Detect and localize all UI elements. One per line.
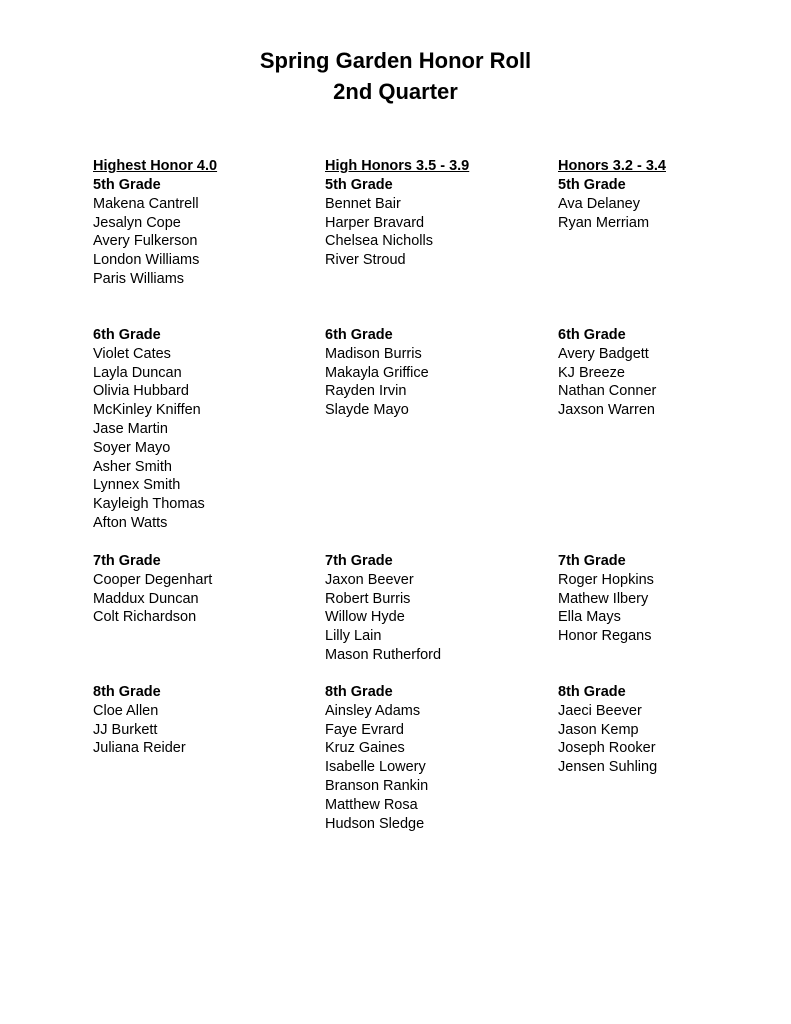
student-name: Mathew Ilbery [558,590,649,607]
grade-heading: 7th Grade [558,553,626,569]
grade-block [558,176,649,232]
student-name: Roger Hopkins [558,571,654,588]
grade-block [558,683,657,777]
grade-block [558,552,654,646]
student-name: Madison Burris [325,345,422,362]
student-name: Bennet Bair [325,195,401,212]
grade-block [93,683,186,758]
page-subtitle: 2nd Quarter [333,79,458,104]
student-name: Willow Hyde [325,609,405,626]
student-name: JJ Burkett [93,721,158,738]
student-name: Joseph Rooker [558,740,656,757]
student-name: Jensen Suhling [558,759,658,776]
student-name: Branson Rankin [325,777,429,794]
student-name: Cloe Allen [93,702,159,719]
grade-heading: 7th Grade [325,553,393,569]
student-name: Nathan Conner [558,383,657,400]
student-name: Cooper Degenhart [93,571,213,588]
grade-heading: 8th Grade [325,684,393,700]
student-name: Hudson Sledge [325,815,425,832]
student-name: Jaxson Warren [558,402,655,419]
grade-block [93,552,212,627]
grade-heading: 6th Grade [93,327,161,343]
student-name: Avery Fulkerson [93,233,198,250]
grade-heading: 5th Grade [558,177,626,193]
student-name: Kruz Gaines [325,740,405,757]
student-name: Soyer Mayo [93,439,171,456]
student-name: Honor Regans [558,628,652,645]
student-name: Rayden Irvin [325,383,407,400]
column-heading-highest-honor: Highest Honor 4.0 [93,158,218,174]
student-name: Ainsley Adams [325,702,421,719]
student-name: Lilly Lain [325,628,382,645]
student-name: London Williams [93,252,200,269]
grade-block [93,326,205,533]
student-name: Chelsea Nicholls [325,233,433,250]
column-heading-high-honors: High Honors 3.5 - 3.9 [325,158,470,174]
grade-heading: 5th Grade [325,177,393,193]
student-name: Olivia Hubbard [93,383,189,400]
column-heading-honors: Honors 3.2 - 3.4 [558,158,666,174]
student-name: McKinley Kniffen [93,402,201,419]
student-name: Jaeci Beever [558,702,642,719]
student-name: Maddux Duncan [93,590,199,607]
grade-block [325,683,428,833]
grade-heading: 8th Grade [93,684,161,700]
student-name: Ella Mays [558,609,621,626]
student-name: Robert Burris [325,590,411,607]
student-name: Violet Cates [93,345,171,362]
student-name: Slayde Mayo [325,402,409,419]
student-name: Mason Rutherford [325,646,442,663]
grade-block [93,176,199,289]
grade-block [325,326,429,420]
student-name: Matthew Rosa [325,796,418,813]
student-name: River Stroud [325,252,406,269]
grade-block [325,176,433,270]
grade-heading: 6th Grade [325,327,393,343]
grade-heading: 5th Grade [93,177,161,193]
student-name: Lynnex Smith [93,477,181,494]
student-name: Faye Evrard [325,721,404,738]
grade-heading: 7th Grade [93,553,161,569]
student-name: Jesalyn Cope [93,214,181,231]
student-name: Asher Smith [93,458,172,475]
student-name: Ryan Merriam [558,214,650,231]
student-name: Kayleigh Thomas [93,496,205,513]
grade-heading: 8th Grade [558,684,626,700]
student-name: Juliana Reider [93,740,186,757]
student-name: Afton Watts [93,514,168,531]
page-title: Spring Garden Honor Roll [259,48,532,73]
student-name: Harper Bravard [325,214,425,231]
grade-heading: 6th Grade [558,327,626,343]
student-name: Jaxon Beever [325,571,414,588]
student-name: Avery Badgett [558,345,649,362]
student-name: KJ Breeze [558,364,625,381]
student-name: Jason Kemp [558,721,639,738]
student-name: Colt Richardson [93,609,197,626]
student-name: Jase Martin [93,420,168,437]
grade-block [325,552,441,665]
student-name: Ava Delaney [558,195,640,212]
student-name: Makayla Griffice [325,364,429,381]
student-name: Isabelle Lowery [325,759,426,776]
student-name: Makena Cantrell [93,195,199,212]
student-name: Paris Williams [93,270,185,287]
student-name: Layla Duncan [93,364,182,381]
grade-block [558,326,656,420]
